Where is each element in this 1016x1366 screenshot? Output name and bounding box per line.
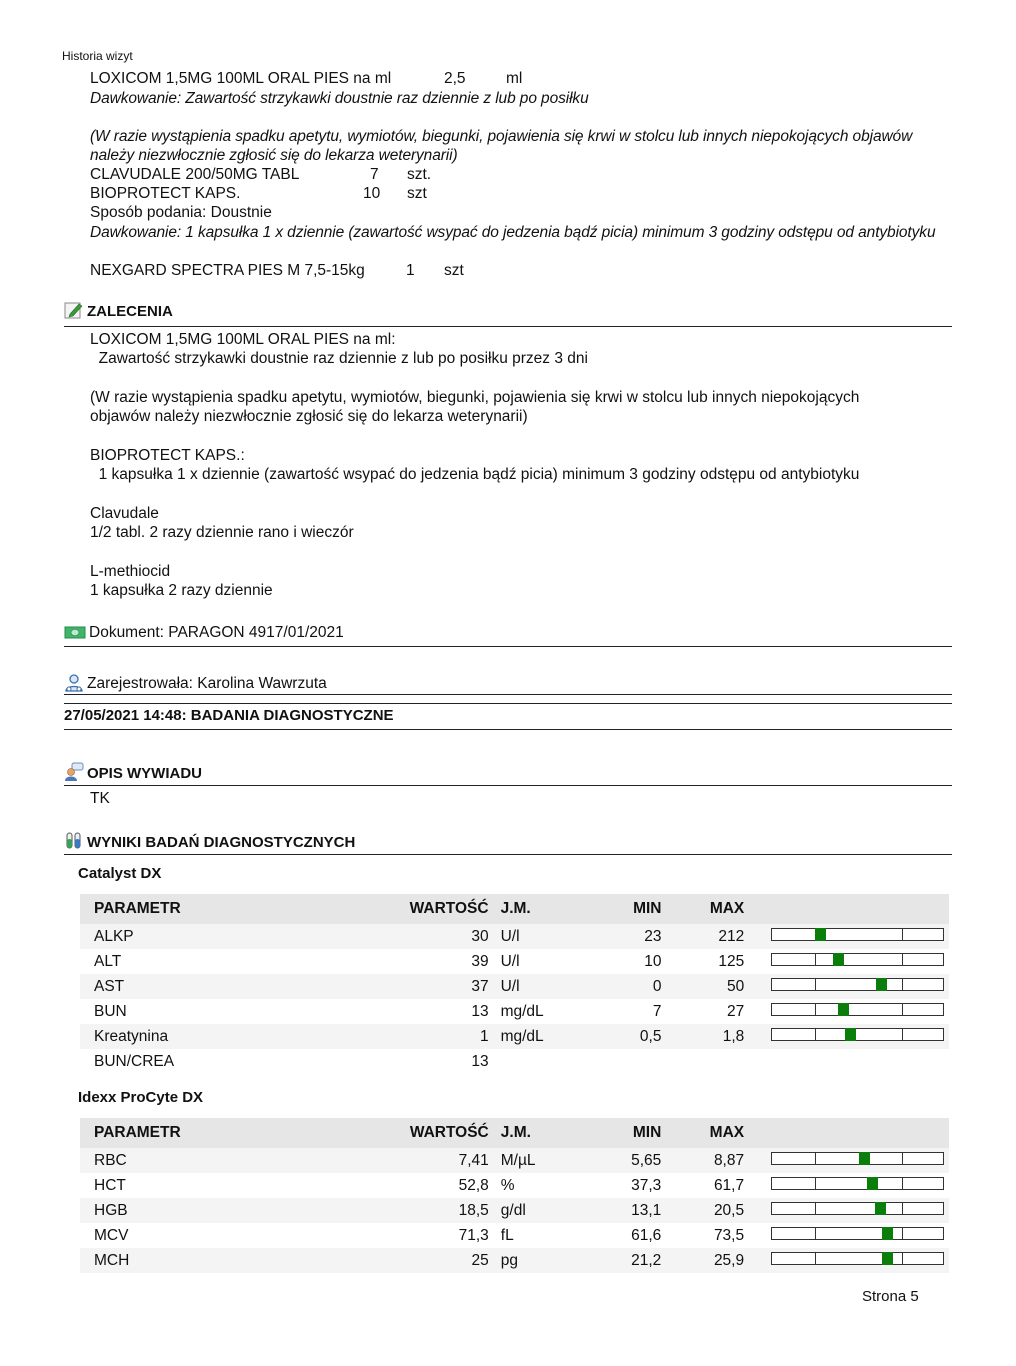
range-min-divider — [815, 954, 816, 965]
rec-line: 1/2 tabl. 2 razy dziennie rano i wieczór — [90, 524, 354, 541]
unit-cell: % — [489, 1173, 560, 1198]
range-cell — [744, 1173, 949, 1198]
min-cell: 21,2 — [559, 1248, 661, 1273]
person-speech-icon — [64, 762, 84, 782]
rx-item-unit: szt. — [407, 166, 432, 183]
unit-cell: pg — [489, 1248, 560, 1273]
value-cell: 13 — [337, 999, 489, 1024]
col-min: MIN — [560, 894, 662, 924]
range-cell — [744, 1198, 949, 1223]
group-title-procyte: Idexx ProCyte DX — [78, 1089, 204, 1106]
range-cell — [744, 1148, 949, 1173]
unit-cell: g/dl — [489, 1198, 560, 1223]
col-param: PARAMETR — [80, 894, 337, 924]
range-cell — [744, 949, 949, 974]
table-row — [80, 974, 949, 999]
rx-item-unit: szt — [444, 262, 464, 279]
range-bar — [771, 953, 944, 966]
max-cell: 61,7 — [661, 1173, 744, 1198]
col-unit: J.M. — [489, 1118, 560, 1148]
banknote-icon — [64, 626, 86, 642]
divider — [64, 729, 952, 730]
rx-bioprotect-route: Sposób podania: Doustnie — [90, 204, 272, 221]
param-cell: AST — [80, 974, 337, 999]
max-cell: 1,8 — [661, 1024, 744, 1049]
range-max-divider — [902, 1253, 903, 1264]
min-cell: 37,3 — [559, 1173, 661, 1198]
rx-bioprotect-dosage: Dawkowanie: 1 kapsułka 1 x dziennie (zawartość wsypać do jedzenia bądź picia) minimum 3 godziny odstępu od antybiotyku — [90, 224, 936, 241]
range-max-divider — [902, 1178, 903, 1189]
rx-loxicom-dosage: Dawkowanie: Zawartość strzykawki doustnie raz dziennie z lub po posiłku — [90, 90, 589, 107]
range-marker — [882, 1252, 893, 1265]
col-min: MIN — [559, 1118, 661, 1148]
min-cell: 0,5 — [560, 1024, 662, 1049]
range-bar — [771, 1177, 944, 1190]
registered-by-text: Zarejestrowała: Karolina Wawrzuta — [87, 675, 327, 692]
col-max: MAX — [661, 894, 744, 924]
max-cell — [661, 1049, 744, 1074]
rx-item-name: LOXICOM 1,5MG 100ML ORAL PIES na ml — [90, 70, 392, 87]
range-min-divider — [815, 1004, 816, 1015]
range-min-divider — [815, 1228, 816, 1239]
param-cell: MCV — [80, 1223, 337, 1248]
param-cell: ALKP — [80, 924, 337, 949]
page-number: Strona 5 — [862, 1288, 919, 1305]
rx-item-unit: szt — [407, 185, 427, 202]
range-min-divider — [815, 1253, 816, 1264]
min-cell: 13,1 — [559, 1198, 661, 1223]
col-param: PARAMETR — [80, 1118, 337, 1148]
value-cell: 25 — [337, 1248, 489, 1273]
rec-line: Zawartość strzykawki doustnie raz dziennie z lub po posiłku przez 3 dni — [90, 350, 588, 367]
range-cell — [744, 1248, 949, 1273]
range-cell — [744, 999, 949, 1024]
diagnostics-heading — [64, 831, 355, 851]
range-max-divider — [902, 1004, 903, 1015]
table-header-row — [80, 1118, 949, 1148]
rx-item-qty: 2,5 — [444, 70, 466, 87]
rec-line: 1 kapsułka 2 razy dziennie — [90, 582, 273, 599]
param-cell: HCT — [80, 1173, 337, 1198]
range-min-divider — [815, 979, 816, 990]
max-cell: 27 — [661, 999, 744, 1024]
range-max-divider — [902, 929, 903, 940]
rx-item-qty: 7 — [370, 166, 379, 183]
results-table-procyte — [80, 1118, 949, 1273]
table-row — [80, 1198, 949, 1223]
table-row — [80, 1148, 949, 1173]
max-cell: 20,5 — [661, 1198, 744, 1223]
param-cell: RBC — [80, 1148, 337, 1173]
range-min-divider — [815, 1203, 816, 1214]
unit-cell: M/µL — [489, 1148, 560, 1173]
divider — [64, 326, 952, 327]
range-max-divider — [902, 1153, 903, 1164]
param-cell: HGB — [80, 1198, 337, 1223]
table-row — [80, 1173, 949, 1198]
rx-item-loxicom — [90, 69, 522, 88]
min-cell: 61,6 — [559, 1223, 661, 1248]
unit-cell: mg/dL — [489, 1024, 560, 1049]
range-min-divider — [815, 1029, 816, 1040]
range-max-divider — [902, 954, 903, 965]
range-cell — [744, 1024, 949, 1049]
min-cell: 23 — [560, 924, 662, 949]
min-cell: 10 — [560, 949, 662, 974]
range-bar — [771, 928, 944, 941]
rx-item-bioprotect — [90, 184, 427, 203]
param-cell: ALT — [80, 949, 337, 974]
value-cell: 71,3 — [337, 1223, 489, 1248]
max-cell: 50 — [661, 974, 744, 999]
results-table-catalyst — [80, 894, 949, 1074]
range-cell — [744, 924, 949, 949]
range-marker — [859, 1152, 870, 1165]
range-bar — [771, 1252, 944, 1265]
rx-loxicom-warning: (W razie wystąpienia spadku apetytu, wymiotów, biegunki, pojawienia się krwi w stolcu lub innych niepokojących objawów należy niezwłocznie zgłosić się do lekarza weterynarii) — [90, 128, 913, 164]
range-max-divider — [902, 979, 903, 990]
rec-line: Clavudale — [90, 505, 159, 522]
recommendations-heading — [64, 300, 173, 320]
range-marker — [876, 978, 887, 991]
unit-cell: U/l — [489, 924, 560, 949]
col-value: WARTOŚĆ — [337, 894, 489, 924]
range-bar — [771, 1227, 944, 1240]
registered-by-line — [64, 673, 327, 693]
range-max-divider — [902, 1228, 903, 1239]
range-min-divider — [815, 1153, 816, 1164]
edit-note-icon — [64, 300, 84, 320]
diagnostics-title: WYNIKI BADAŃ DIAGNOSTYCZNYCH — [87, 834, 356, 851]
range-marker — [882, 1227, 893, 1240]
param-cell: BUN — [80, 999, 337, 1024]
range-marker — [838, 1003, 849, 1016]
range-cell — [744, 1223, 949, 1248]
interview-title: OPIS WYWIADU — [87, 765, 202, 782]
rx-item-nexgard — [90, 261, 464, 280]
min-cell: 0 — [560, 974, 662, 999]
page-header: Historia wizyt — [62, 49, 133, 63]
divider — [64, 646, 952, 647]
table-row — [80, 1024, 949, 1049]
unit-cell: fL — [489, 1223, 560, 1248]
group-title-catalyst: Catalyst DX — [78, 865, 162, 882]
table-header-row — [80, 894, 949, 924]
interview-text: TK — [90, 790, 110, 807]
rx-item-unit: ml — [506, 70, 523, 87]
min-cell: 7 — [560, 999, 662, 1024]
divider — [64, 694, 952, 695]
col-value: WARTOŚĆ — [337, 1118, 489, 1148]
table-row — [80, 924, 949, 949]
unit-cell — [489, 1049, 560, 1074]
table-row — [80, 1223, 949, 1248]
test-tubes-icon — [64, 831, 84, 851]
unit-cell: mg/dL — [489, 999, 560, 1024]
table-row — [80, 1049, 949, 1074]
value-cell: 52,8 — [337, 1173, 489, 1198]
rx-item-name: NEXGARD SPECTRA PIES M 7,5-15kg — [90, 262, 365, 279]
range-bar — [771, 1003, 944, 1016]
param-cell: Kreatynina — [80, 1024, 337, 1049]
range-marker — [833, 953, 844, 966]
range-marker — [815, 928, 826, 941]
table-row — [80, 1248, 949, 1273]
rx-item-name: BIOPROTECT KAPS. — [90, 185, 241, 202]
range-marker — [845, 1028, 856, 1041]
param-cell: BUN/CREA — [80, 1049, 337, 1074]
recommendations-title: ZALECENIA — [87, 303, 173, 320]
table-row — [80, 999, 949, 1024]
range-marker — [875, 1202, 886, 1215]
unit-cell: U/l — [489, 949, 560, 974]
rx-item-clavudale — [90, 165, 431, 184]
value-cell: 7,41 — [337, 1148, 489, 1173]
range-min-divider — [815, 1178, 816, 1189]
max-cell: 25,9 — [661, 1248, 744, 1273]
value-cell: 39 — [337, 949, 489, 974]
range-bar — [771, 1152, 944, 1165]
param-cell: MCH — [80, 1248, 337, 1273]
rec-line: L-methiocid — [90, 563, 171, 580]
rec-line: 1 kapsułka 1 x dziennie (zawartość wsypać do jedzenia bądź picia) minimum 3 godziny odstępu od antybiotyku — [90, 466, 860, 483]
max-cell: 212 — [661, 924, 744, 949]
rx-item-qty: 10 — [363, 185, 381, 202]
user-icon — [64, 673, 84, 693]
rec-line: LOXICOM 1,5MG 100ML ORAL PIES na ml: — [90, 331, 396, 348]
rec-line: BIOPROTECT KAPS.: — [90, 447, 245, 464]
range-bar — [771, 1202, 944, 1215]
range-cell — [744, 974, 949, 999]
min-cell — [560, 1049, 662, 1074]
divider — [64, 703, 952, 704]
range-max-divider — [902, 1203, 903, 1214]
range-bar — [771, 1028, 944, 1041]
col-range — [744, 894, 949, 924]
max-cell: 125 — [661, 949, 744, 974]
unit-cell: U/l — [489, 974, 560, 999]
value-cell: 13 — [337, 1049, 489, 1074]
interview-heading — [64, 762, 202, 782]
visit-title: 27/05/2021 14:48: BADANIA DIAGNOSTYCZNE — [64, 707, 394, 724]
range-bar — [771, 978, 944, 991]
value-cell: 37 — [337, 974, 489, 999]
min-cell: 5,65 — [559, 1148, 661, 1173]
col-unit: J.M. — [489, 894, 560, 924]
document-line — [64, 624, 344, 642]
divider — [64, 854, 952, 855]
col-range — [744, 1118, 949, 1148]
range-max-divider — [902, 1029, 903, 1040]
divider — [64, 785, 952, 786]
table-row — [80, 949, 949, 974]
range-cell — [744, 1049, 949, 1074]
document-text: Dokument: PARAGON 4917/01/2021 — [89, 624, 344, 641]
max-cell: 8,87 — [661, 1148, 744, 1173]
rx-item-name: CLAVUDALE 200/50MG TABL — [90, 166, 300, 183]
max-cell: 73,5 — [661, 1223, 744, 1248]
rec-line: (W razie wystąpienia spadku apetytu, wymiotów, biegunki, pojawienia się krwi w stolcu lub innych niepokojących — [90, 389, 860, 406]
range-marker — [867, 1177, 878, 1190]
value-cell: 30 — [337, 924, 489, 949]
value-cell: 18,5 — [337, 1198, 489, 1223]
value-cell: 1 — [337, 1024, 489, 1049]
rx-item-qty: 1 — [406, 262, 415, 279]
col-max: MAX — [661, 1118, 744, 1148]
rec-line: objawów należy niezwłocznie zgłosić się do lekarza weterynarii) — [90, 408, 528, 425]
